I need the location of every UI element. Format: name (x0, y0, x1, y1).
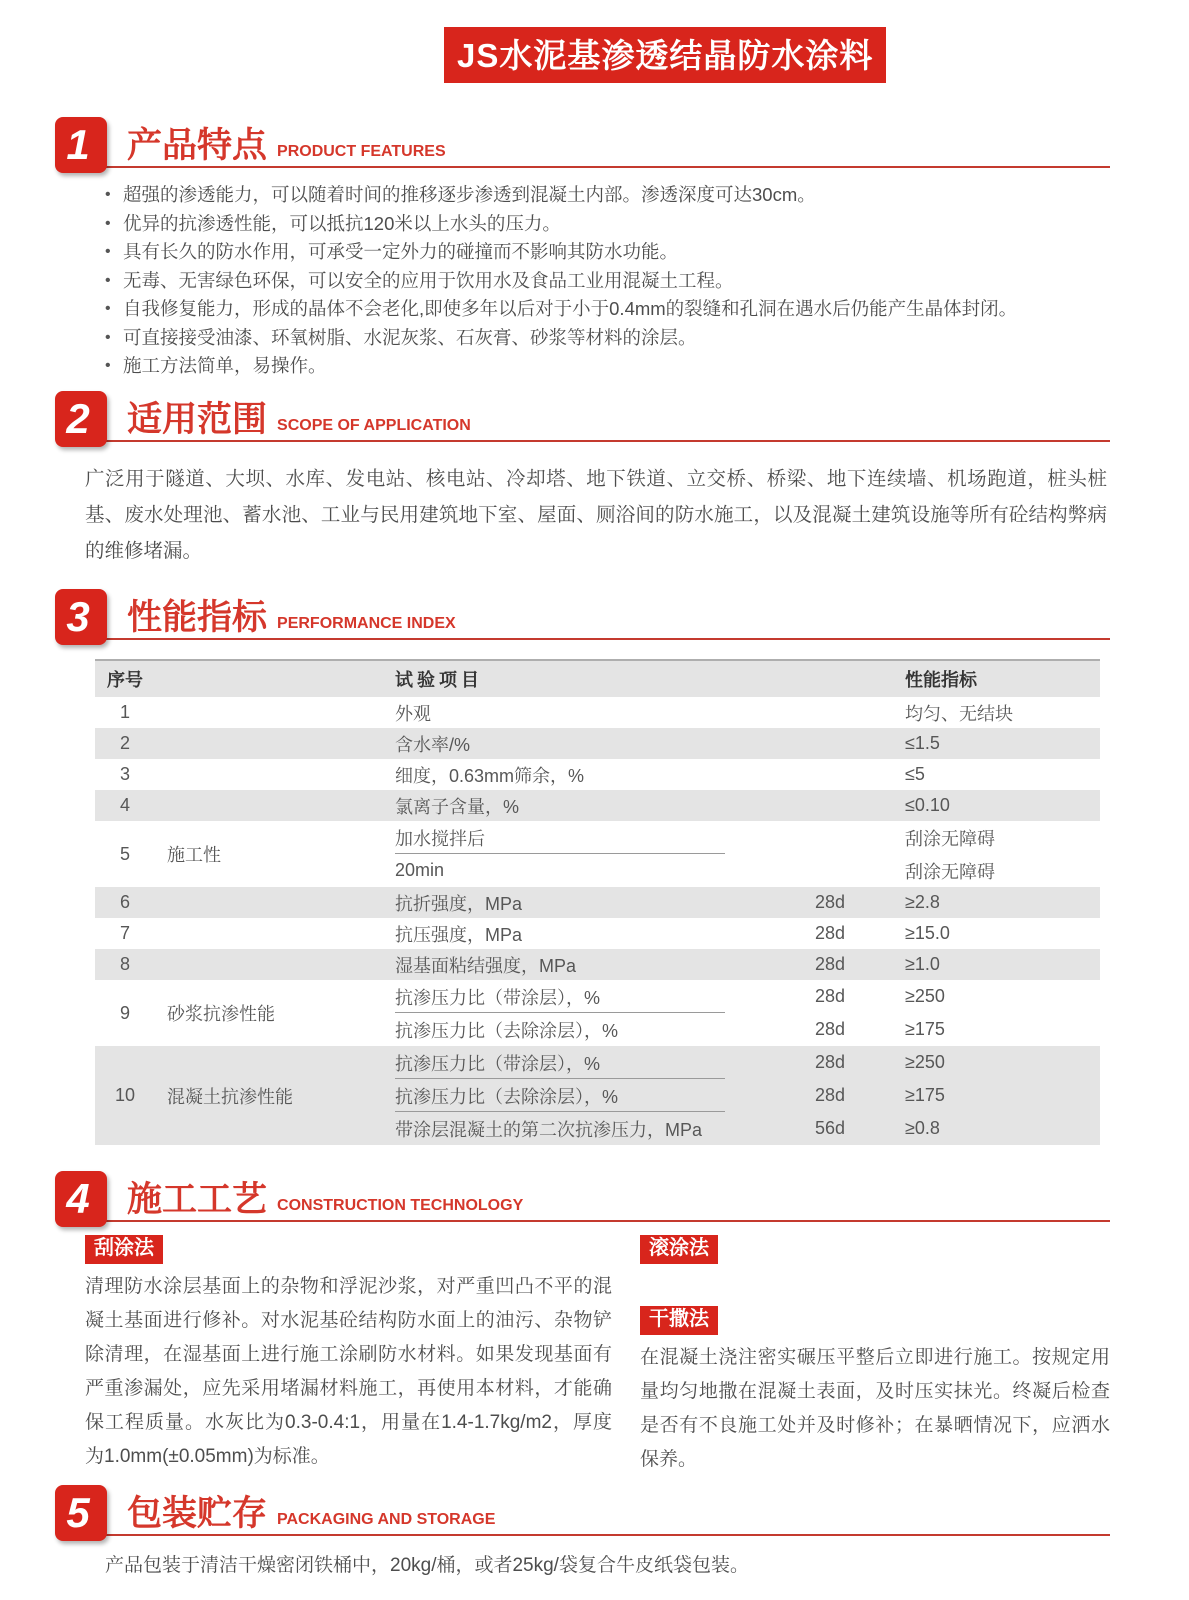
row-test-item: 带涂层混凝土的第二次抗渗压力，MPa (395, 1119, 703, 1140)
section-header-packaging (55, 1483, 1110, 1541)
table-row (95, 918, 1100, 949)
section-header-construction (55, 1169, 1110, 1227)
row-seq: 6 (119, 892, 130, 912)
table-row (95, 728, 1100, 759)
header-test-item: 试验项目 (395, 670, 483, 690)
row-seq: 2 (119, 733, 130, 753)
row-index-value: ≥2.8 (905, 892, 940, 912)
row-index-value: ≥1.0 (905, 954, 940, 974)
dry-sprinkle-method-text: 在混凝土浇注密实碾压平整后立即进行施工。按规定用量均匀地撒在混凝土表面，及时压实抹光。终凝后检查是否有不良施工处并及时修补；在暴晒情况下，应洒水保养。 (640, 1347, 1110, 1470)
row-seq: 8 (119, 954, 130, 974)
row-index-value: ≤0.10 (905, 795, 950, 815)
row-age: 28d (815, 954, 846, 974)
section-number: 1 (55, 117, 107, 173)
header-seq: 序号 (107, 670, 143, 690)
row-group: 砂浆抗渗性能 (167, 1004, 275, 1024)
feature-item: • 可直接接受油漆、环氧树脂、水泥灰浆、石灰膏、砂浆等材料的涂层。 (103, 328, 1110, 347)
row-seq: 3 (119, 764, 130, 784)
row-index-value: 均匀、无结块 (905, 703, 1013, 724)
row-seq: 1 (119, 702, 130, 722)
feature-item: • 无毒、无害绿色环保，可以安全的应用于饮用水及食品工业用混凝土工程。 (103, 271, 1110, 290)
section-title: 产品特点 (127, 126, 268, 165)
section-header-scope (55, 389, 1110, 447)
row-seq: 7 (119, 923, 130, 943)
row-age: 56d (815, 1118, 846, 1138)
table-header-row (95, 661, 1100, 697)
construction-right-column (640, 1235, 1110, 1477)
table-row (95, 821, 1100, 887)
row-age: 28d (815, 1052, 846, 1072)
construction-columns (55, 1235, 1110, 1477)
feature-item: • 施工方法简单，易操作。 (103, 356, 1110, 375)
row-test-item: 湿基面粘结强度，MPa (395, 955, 577, 976)
section-subtitle: CONSTRUCTION TECHNOLOGY (277, 1197, 524, 1214)
row-index-value: ≥250 (905, 1052, 945, 1072)
row-index-value: ≥175 (905, 1085, 945, 1105)
row-test-item: 抗压强度，MPa (395, 924, 523, 945)
row-seq: 9 (119, 1002, 130, 1023)
row-index-value: ≤5 (905, 764, 925, 784)
section-title: 包装贮存 (127, 1494, 268, 1533)
section-header-features (55, 115, 1110, 173)
table-row (95, 790, 1100, 821)
feature-item: • 具有长久的防水作用，可承受一定外力的碰撞而不影响其防水功能。 (103, 242, 1110, 261)
row-index-value: ≤1.5 (905, 733, 940, 753)
section-title: 适用范围 (127, 400, 268, 439)
row-test-item: 抗折强度，MPa (395, 893, 523, 914)
row-seq: 4 (119, 795, 130, 815)
method-tag-scrape: 刮涂法 (85, 1235, 163, 1264)
section-underline (57, 440, 1110, 442)
row-test-item: 抗渗压力比（带涂层），% (395, 1053, 601, 1074)
row-index-value: 刮涂无障碍 (905, 861, 995, 882)
table-row (95, 887, 1100, 918)
table-row (95, 980, 1100, 1046)
feature-item: • 优异的抗渗透性能，可以抵抗120米以上水头的压力。 (103, 214, 1110, 233)
row-index-value: ≥175 (905, 1019, 945, 1039)
row-test-item: 抗渗压力比（去除涂层），% (395, 1020, 619, 1041)
row-test-item: 抗渗压力比（带涂层），% (395, 987, 601, 1008)
packaging-paragraph: 产品包装于清洁干燥密闭铁桶中，20kg/桶，或者25kg/袋复合牛皮纸袋包装。 (105, 1555, 749, 1576)
row-index-value: 刮涂无障碍 (905, 828, 995, 849)
section-title: 施工工艺 (127, 1180, 268, 1219)
row-index-value: ≥15.0 (905, 923, 950, 943)
method-tag-dry-sprinkle: 干撒法 (640, 1306, 718, 1335)
table-row (95, 759, 1100, 790)
scope-paragraph: 广泛用于隧道、大坝、水库、发电站、核电站、冷却塔、地下铁道、立交桥、桥梁、地下连续墙、机场跑道，桩头桩基、废水处理池、蓄水池、工业与民用建筑地下室、屋面、厕浴间的防水施工，以及混凝土建筑设施等所有砼结构弊病的维修堵漏。 (85, 468, 1107, 562)
row-age: 28d (815, 1085, 846, 1105)
product-title-banner: JS水泥基渗透结晶防水涂料 (444, 27, 886, 83)
table-row (95, 949, 1100, 980)
row-test-item: 含水率/% (395, 734, 471, 755)
row-group: 施工性 (167, 845, 221, 865)
row-seq: 10 (114, 1085, 136, 1105)
section-title: 性能指标 (127, 598, 268, 637)
section-number: 4 (55, 1171, 107, 1227)
scrape-method-text: 清理防水涂层基面上的杂物和浮泥沙浆，对严重凹凸不平的混凝土基面进行修补。对水泥基砼结构防水面上的油污、杂物铲除清理，在湿基面上进行施工涂刷防水材料。如果发现基面有严重渗漏处，应先采用堵漏材料施工，再使用本材料，才能确保工程质量。水灰比为0.3-0.4:1，用量在1.4-1.7kg/m2，厚度为1.0mm(±0.05mm)为标准。 (85, 1276, 612, 1467)
row-age: 28d (815, 892, 846, 912)
feature-item: • 自我修复能力，形成的晶体不会老化,即使多年以后对于小于0.4mm的裂缝和孔洞在遇水后仍能产生晶体封闭。 (103, 299, 1110, 318)
header-performance-index: 性能指标 (905, 670, 977, 690)
row-index-value: ≥0.8 (905, 1118, 940, 1138)
section-subtitle: PRODUCT FEATURES (277, 143, 446, 160)
page-content (0, 115, 1189, 1579)
feature-list (103, 185, 1110, 375)
row-age: 28d (815, 986, 846, 1006)
section-subtitle: PERFORMANCE INDEX (277, 615, 456, 632)
table-row (95, 1046, 1100, 1145)
row-age: 28d (815, 923, 846, 943)
row-test-item: 外观 (395, 703, 431, 724)
performance-table (95, 659, 1100, 1145)
section-number: 3 (55, 589, 107, 645)
section-underline (57, 638, 1110, 640)
section-subtitle: PACKAGING AND STORAGE (277, 1511, 496, 1528)
section-underline (57, 166, 1110, 168)
row-index-value: ≥250 (905, 986, 945, 1006)
section-header-performance (55, 587, 1110, 645)
row-test-item: 抗渗压力比（去除涂层），% (395, 1086, 619, 1107)
row-test-item: 20min (395, 860, 445, 880)
method-tag-roll: 滚涂法 (640, 1235, 718, 1264)
section-subtitle: SCOPE OF APPLICATION (277, 417, 471, 434)
row-seq: 5 (119, 843, 130, 864)
section-number: 5 (55, 1485, 107, 1541)
section-number: 2 (55, 391, 107, 447)
row-test-item: 氯离子含量，% (395, 796, 520, 817)
construction-left-column (85, 1235, 612, 1477)
row-test-item: 细度，0.63mm筛余，% (395, 765, 585, 786)
feature-item: • 超强的渗透能力，可以随着时间的推移逐步渗透到混凝土内部。渗透深度可达30cm。 (103, 185, 1110, 204)
table-row (95, 697, 1100, 728)
row-group: 混凝土抗渗性能 (167, 1086, 293, 1107)
row-test-item: 加水搅拌后 (395, 828, 485, 849)
section-underline (57, 1220, 1110, 1222)
section-underline (57, 1534, 1110, 1536)
row-age: 28d (815, 1019, 846, 1039)
